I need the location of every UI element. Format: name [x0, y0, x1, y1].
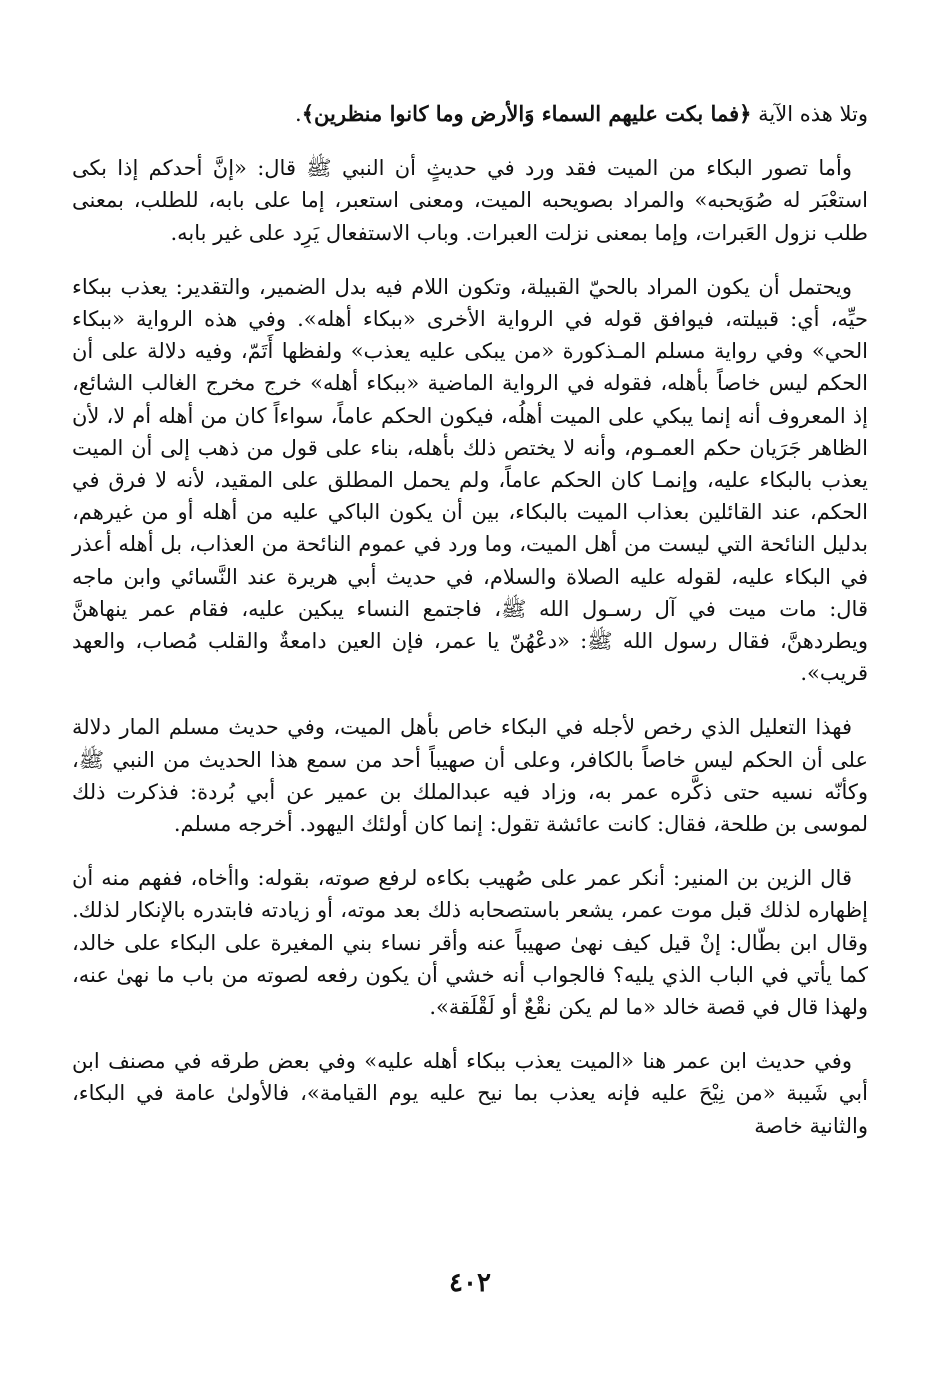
verse-end-mark: . — [295, 102, 302, 126]
paragraph-ruling-reason: فهذا التعليل الذي رخص لأجله في البكاء خاص بأهل الميت، وفي حديث مسلم المار دلالة على أن الحكم ليس خاصاً بالكافر، وعلى أن صهيباً أحد من سمع هذا الحديث من النبي ﷺ، وكأنّه نسيه حتى ذكَّره عمر به، وزاد فيه عبدالملك بن عمير عن أبي بُردة: فذكرت ذلك لموسى بن طلحة، فقال: كانت عائشة تقول: إنما كان أولئك اليهود. أخرجه مسلم. — [72, 715, 868, 837]
paragraph-zayn-ibn-munir: قال الزين بن المنير: أنكر عمر على صُهيب بكاءه لرفع صوته، بقوله: واأخاه، ففهم منه أن إظهاره لذلك قبل موت عمر، يشعر باستصحابه ذلك بعد موته، أو زيادته فابتدره بالإنكار لذلك. وقال ابن بطّال: إنْ قيل كيف نهىٰ صهيباً عنه وأقر نساء بني المغيرة على البكاء على خالد، كما يأتي في الباب الذي يليه؟ فالجواب أنه خشي أن يكون رفعه لصوته من باب ما نهىٰ عنه، ولهذا قال في قصة خالد «ما لم يكن نقْعٌ أو لَقْلَقة». — [72, 866, 868, 1020]
paragraph-weeping-hadith: وأما تصور البكاء من الميت فقد ورد في حديثٍ أن النبي ﷺ قال: «إنَّ أحدكم إذا بكى استعْبَر له صُوَيحبه» والمراد بصويحبه الميت، ومعنى استعبر، إما على بابه، للطلب، بمعنى طلب نزول العَبرات، وإما بمعنى نزلت العبرات. وباب الاستفعال يَرِد على غير بابه. — [72, 156, 868, 245]
quran-verse: ﴿فما بكت عليهم السماء وَالأرض وما كانوا منظرين﴾ — [301, 101, 752, 126]
verse-intro: وتلا هذه الآية — [751, 102, 868, 126]
text-column — [72, 98, 868, 1164]
paragraph-tribe-interpretation: ويحتمل أن يكون المراد بالحيّ القبيلة، وتكون اللام فيه بدل الضمير، والتقدير: يعذب ببكاء حيِّه، أي: قبيلته، فيوافق قوله في الرواية الأخرى «ببكاء أهله». وفي هذه الرواية «ببكاء الحي» وفي رواية مسلم المـذكورة «من يبكى عليه يعذب» ولفظها أَتَمّ، وفيه دلالة على أن الحكم ليس خاصاً بأهله، فقوله في الرواية الماضية «ببكاء أهله» خرج مخرج الغالب الشائع، إذ المعروف أنه إنما يبكي على الميت أهلُه، فيكون الحكم عاماً، سواءاً كان من أهله أم لا، لأن الظاهر جَرَيان حكم العمـوم، وأنه لا يختص ذلك بأهله، بناء على قول من ذهب إلى أن الميت يعذب بالبكاء عليه، وإنمـا كان الحكم عاماً، ولم يحمل المطلق على المقيد، لأنه لا فرق في الحكم، عند القائلين بعذاب الميت بالبكاء، بين أن يكون الباكي عليه من أهله أو من غيرهم، بدليل النائحة التي ليست من أهل الميت، وما ورد في عموم النائحة من العذاب، بل أهله أعذر في البكاء عليه، لقوله عليه الصلاة والسلام، في حديث أبي هريرة عند النَّسائي وابن ماجه قال: مات ميت في آل رسـول الله ﷺ، فاجتمع النساء يبكين عليه، فقام عمر ينهاهنَّ ويطردهنَّ، فقال رسول الله ﷺ: «دعْهُنّ يا عمر، فإن العين دامعةٌ والقلب مُصاب، والعهد قريب». — [72, 274, 868, 686]
paragraph-ibn-umar-hadith: وفي حديث ابن عمر هنا «الميت يعذب ببكاء أهله عليه» وفي بعض طرقه في مصنف ابن أبي شَيبة «من نِيْحَ عليه فإنه يعذب بما نيح عليه يوم القيامة»، فالأولىٰ عامة في البكاء، والثانية خاصة — [72, 1049, 868, 1138]
page-number: ٤٠٢ — [449, 1268, 491, 1298]
paragraph-verse — [72, 98, 868, 130]
